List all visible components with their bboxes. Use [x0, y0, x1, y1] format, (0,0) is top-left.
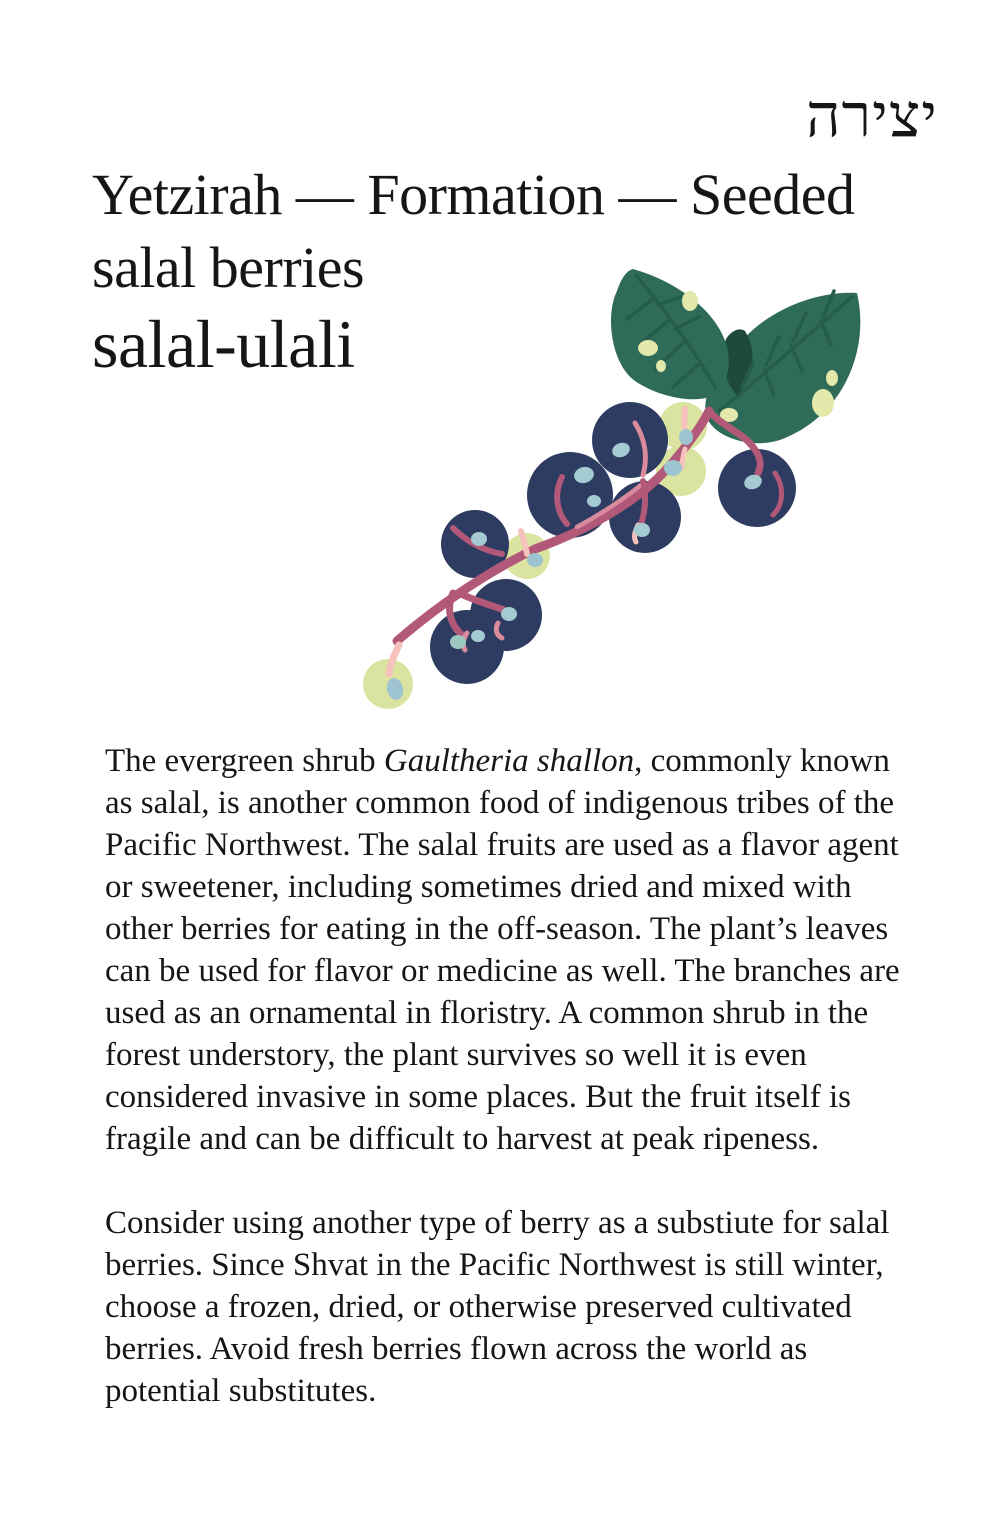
pink-stem — [682, 449, 685, 467]
body-text — [105, 740, 907, 1412]
leaf-spot — [812, 389, 834, 417]
berry — [527, 452, 613, 538]
berry-dot — [471, 532, 487, 546]
species-name: Gaultheria shallon — [383, 743, 635, 779]
leaf-spot — [638, 340, 658, 356]
pink-stem — [684, 409, 685, 432]
paragraph-description — [105, 740, 907, 1160]
berries-group — [363, 402, 796, 709]
berry — [430, 610, 504, 684]
berry-dot — [634, 523, 650, 537]
unripe-berry-dot — [664, 460, 682, 476]
unripe-berry-dot — [679, 429, 693, 445]
leaf-spot — [682, 291, 698, 311]
berry-dot — [471, 630, 485, 642]
berry-dot — [587, 495, 601, 507]
leaf-spot — [826, 370, 838, 386]
paragraph-substitution: Consider using another type of berry as a substiute for salal berries. Since Shvat in the Pacific Northwest is still winter, choose a frozen, dried, or otherwise preserved cultivated berries. Avoid fresh berries flown across the world as potential substitutes. — [105, 1205, 890, 1409]
berry-dot — [450, 635, 466, 649]
unripe-berry-dot — [527, 553, 543, 567]
leaf-spot — [656, 360, 666, 372]
berry — [592, 402, 668, 478]
page-title: Yetzirah — Formation — Seeded salal berries — [92, 162, 855, 300]
hebrew-title: יצירה — [806, 83, 938, 149]
page-subtitle: salal-ulali — [92, 306, 355, 382]
paragraph-description-pre: The evergreen shrub — [105, 743, 384, 779]
berry-dot — [501, 607, 517, 621]
salal-branch-svg — [355, 253, 895, 713]
paragraph-description-post: , commonly known as salal, is another common food of indigenous tribes of the Pacific Northwest. The salal fruits are used as a flavor agent or sweetener, including sometimes dried and mixed with other berries for eating in the off-season. The plant’s leaves can be used for flavor or medicine as well. The branches are used as an ornamental in floristry. A common shrub in the forest understory, the plant survives so well it is even considered invasive in some places. But the fruit itself is fragile and can be difficult to harvest at peak ripeness. — [105, 743, 900, 1157]
salal-berry-illustration — [355, 253, 895, 713]
